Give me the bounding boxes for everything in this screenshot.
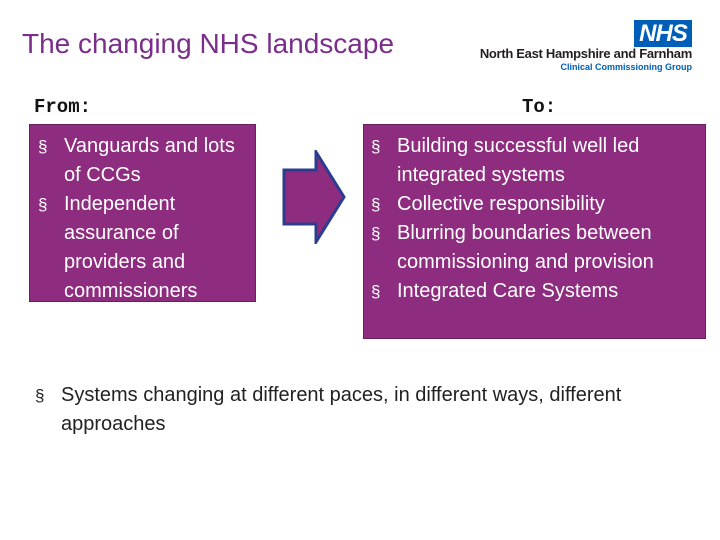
to-item: § Collective responsibility	[365, 190, 703, 219]
to-item: § Building successful well led integrated systems	[365, 132, 703, 190]
bottom-list	[29, 381, 699, 439]
from-heading: From:	[34, 96, 92, 118]
to-item: § Integrated Care Systems	[365, 277, 703, 306]
nhs-badge: NHS	[634, 20, 692, 47]
to-item: § Blurring boundaries between commissioning and provision	[365, 219, 703, 277]
to-list	[365, 132, 703, 306]
from-list	[32, 132, 251, 306]
from-box	[29, 124, 256, 302]
to-heading: To:	[522, 96, 557, 118]
org-subtitle: Clinical Commissioning Group	[560, 62, 692, 72]
right-arrow-icon	[282, 150, 346, 244]
org-name: North East Hampshire and Farnham	[479, 46, 692, 61]
to-box	[363, 124, 706, 339]
nhs-logo	[474, 20, 696, 74]
slide-title: The changing NHS landscape	[22, 28, 395, 59]
from-item: § Independent assurance of providers and commissioners	[32, 190, 251, 306]
from-item: § Vanguards and lots of CCGs	[32, 132, 251, 190]
bottom-notes	[29, 381, 699, 439]
bottom-item: § Systems changing at different paces, in different ways, different approaches	[29, 381, 699, 439]
